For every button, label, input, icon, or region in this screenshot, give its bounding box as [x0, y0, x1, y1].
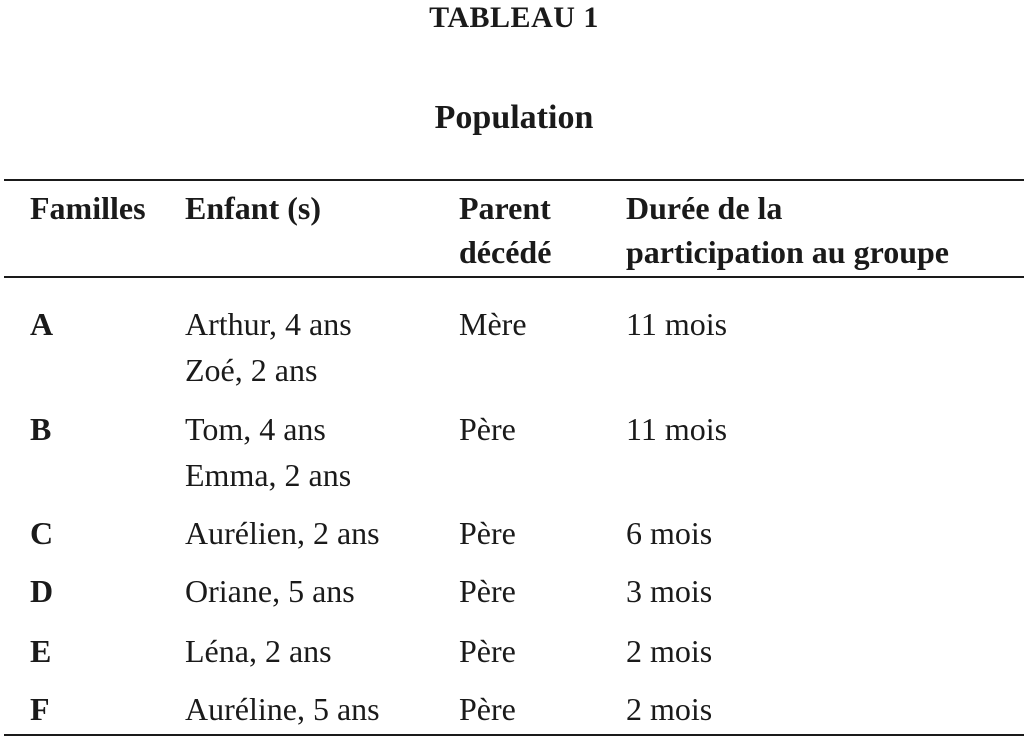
header-duree-participation [626, 186, 949, 274]
cell-parent: Père [459, 515, 516, 551]
cell-parent: Père [459, 691, 516, 727]
header-enfants: Enfant (s) [185, 190, 322, 226]
cell-enfants: Oriane, 5 ans [185, 573, 355, 609]
cell-famille: B [30, 411, 52, 447]
cell-parent: Mère [459, 306, 527, 342]
header-duree-line1: Durée de la [626, 190, 783, 226]
table-bottom-rule [4, 734, 1024, 736]
cell-duree: 3 mois [626, 573, 713, 609]
cell-enfants [185, 406, 351, 498]
table-label: TABLEAU 1 [429, 1, 599, 34]
cell-famille: A [30, 306, 54, 342]
enfant-entry: Emma, 2 ans [185, 457, 352, 493]
cell-enfants: Auréline, 5 ans [185, 691, 380, 727]
enfant-entry: Zoé, 2 ans [185, 352, 318, 388]
header-parent-line1: Parent [459, 190, 551, 226]
cell-parent: Père [459, 411, 516, 447]
cell-enfants [185, 301, 352, 393]
enfant-entry: Arthur, 4 ans [185, 306, 352, 342]
table-header-row [0, 186, 1028, 276]
header-familles: Familles [30, 190, 146, 226]
cell-duree: 2 mois [626, 691, 713, 727]
cell-famille: C [30, 515, 54, 551]
header-duree-line2: participation au groupe [626, 234, 949, 270]
cell-duree: 2 mois [626, 633, 713, 669]
table-header-rule [4, 276, 1024, 278]
cell-enfants: Léna, 2 ans [185, 633, 332, 669]
header-parent-decede [459, 186, 551, 274]
enfant-entry: Tom, 4 ans [185, 411, 326, 447]
table-top-rule [4, 179, 1024, 181]
cell-famille: F [30, 691, 50, 727]
cell-parent: Père [459, 573, 516, 609]
cell-enfants: Aurélien, 2 ans [185, 515, 380, 551]
cell-famille: D [30, 573, 54, 609]
cell-duree: 11 mois [626, 411, 728, 447]
cell-duree: 6 mois [626, 515, 713, 551]
cell-parent: Père [459, 633, 516, 669]
cell-duree: 11 mois [626, 306, 728, 342]
table-caption: Population [434, 99, 594, 136]
cell-famille: E [30, 633, 52, 669]
header-parent-line2: décédé [459, 234, 552, 270]
